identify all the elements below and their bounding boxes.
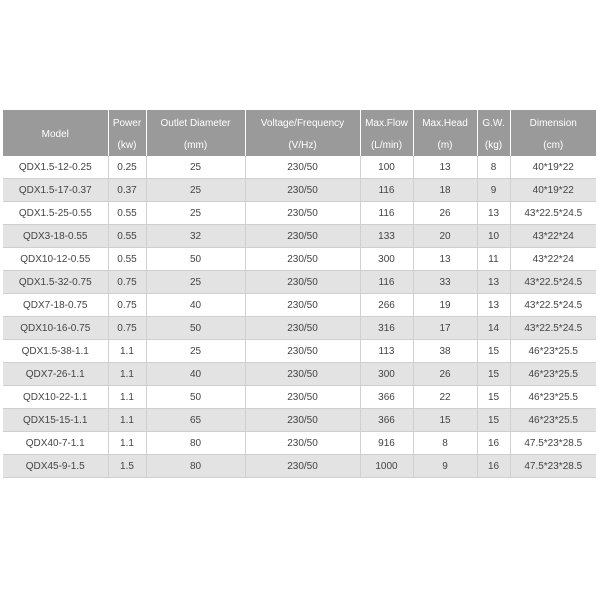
max-head-cell: 9: [413, 455, 477, 478]
outlet-diameter-cell: 25: [146, 156, 245, 179]
max-head-cell: 15: [413, 409, 477, 432]
table-row: [3, 179, 596, 202]
power-cell: 0.75: [108, 317, 146, 340]
header-model: Model: [3, 110, 108, 156]
header-outlet-unit: (mm): [146, 134, 245, 156]
max-head-cell: 17: [413, 317, 477, 340]
max-head-cell: 19: [413, 294, 477, 317]
dimension-cell: 46*23*25.5: [510, 409, 596, 432]
outlet-diameter-cell: 25: [146, 340, 245, 363]
header-row-1: [3, 110, 596, 134]
voltage-frequency-cell: 230/50: [245, 409, 360, 432]
table-row: [3, 248, 596, 271]
dimension-cell: 43*22*24: [510, 225, 596, 248]
voltage-frequency-cell: 230/50: [245, 248, 360, 271]
outlet-diameter-cell: 50: [146, 386, 245, 409]
model-cell: QDX1.5-32-0.75: [3, 271, 108, 294]
max-flow-cell: 316: [360, 317, 413, 340]
max-flow-cell: 916: [360, 432, 413, 455]
model-cell: QDX15-15-1.1: [3, 409, 108, 432]
model-cell: QDX1.5-38-1.1: [3, 340, 108, 363]
max-flow-cell: 1000: [360, 455, 413, 478]
max-head-cell: 22: [413, 386, 477, 409]
gross-weight-cell: 13: [477, 294, 510, 317]
table-row: [3, 386, 596, 409]
header-flow-unit: (L/min): [360, 134, 413, 156]
power-cell: 1.1: [108, 386, 146, 409]
dimension-cell: 46*23*25.5: [510, 363, 596, 386]
max-head-cell: 8: [413, 432, 477, 455]
table-row: [3, 455, 596, 478]
outlet-diameter-cell: 65: [146, 409, 245, 432]
dimension-cell: 43*22*24: [510, 248, 596, 271]
power-cell: 1.1: [108, 409, 146, 432]
table-row: [3, 294, 596, 317]
power-cell: 0.75: [108, 271, 146, 294]
header-max-flow: Max.Flow: [360, 110, 413, 134]
dimension-cell: 40*19*22: [510, 156, 596, 179]
table-row: [3, 409, 596, 432]
power-cell: 1.5: [108, 455, 146, 478]
max-head-cell: 38: [413, 340, 477, 363]
max-head-cell: 13: [413, 248, 477, 271]
header-head-unit: (m): [413, 134, 477, 156]
max-flow-cell: 266: [360, 294, 413, 317]
dimension-cell: 43*22.5*24.5: [510, 202, 596, 225]
max-head-cell: 33: [413, 271, 477, 294]
power-cell: 0.37: [108, 179, 146, 202]
dimension-cell: 43*22.5*24.5: [510, 271, 596, 294]
max-head-cell: 26: [413, 363, 477, 386]
gross-weight-cell: 13: [477, 271, 510, 294]
power-cell: 0.75: [108, 294, 146, 317]
voltage-frequency-cell: 230/50: [245, 179, 360, 202]
header-voltage-frequency: Voltage/Frequency: [245, 110, 360, 134]
outlet-diameter-cell: 80: [146, 455, 245, 478]
max-head-cell: 20: [413, 225, 477, 248]
model-cell: QDX7-26-1.1: [3, 363, 108, 386]
max-flow-cell: 116: [360, 271, 413, 294]
max-flow-cell: 116: [360, 202, 413, 225]
max-flow-cell: 116: [360, 179, 413, 202]
header-max-head: Max.Head: [413, 110, 477, 134]
outlet-diameter-cell: 50: [146, 317, 245, 340]
outlet-diameter-cell: 25: [146, 202, 245, 225]
dimension-cell: 47.5*23*28.5: [510, 432, 596, 455]
table-row: [3, 432, 596, 455]
table-row: [3, 363, 596, 386]
model-cell: QDX10-12-0.55: [3, 248, 108, 271]
max-flow-cell: 300: [360, 248, 413, 271]
voltage-frequency-cell: 230/50: [245, 225, 360, 248]
gross-weight-cell: 13: [477, 202, 510, 225]
gross-weight-cell: 16: [477, 455, 510, 478]
max-head-cell: 18: [413, 179, 477, 202]
table-row: [3, 156, 596, 179]
dimension-cell: 46*23*25.5: [510, 340, 596, 363]
model-cell: QDX3-18-0.55: [3, 225, 108, 248]
gross-weight-cell: 8: [477, 156, 510, 179]
table-row: [3, 202, 596, 225]
gross-weight-cell: 15: [477, 409, 510, 432]
outlet-diameter-cell: 32: [146, 225, 245, 248]
voltage-frequency-cell: 230/50: [245, 294, 360, 317]
max-flow-cell: 113: [360, 340, 413, 363]
model-cell: QDX45-9-1.5: [3, 455, 108, 478]
dimension-cell: 43*22.5*24.5: [510, 317, 596, 340]
voltage-frequency-cell: 230/50: [245, 386, 360, 409]
table-row: [3, 340, 596, 363]
max-flow-cell: 366: [360, 409, 413, 432]
dimension-cell: 47.5*23*28.5: [510, 455, 596, 478]
outlet-diameter-cell: 25: [146, 271, 245, 294]
max-head-cell: 26: [413, 202, 477, 225]
model-cell: QDX7-18-0.75: [3, 294, 108, 317]
gross-weight-cell: 14: [477, 317, 510, 340]
model-cell: QDX1.5-17-0.37: [3, 179, 108, 202]
power-cell: 1.1: [108, 363, 146, 386]
header-power: Power: [108, 110, 146, 134]
voltage-frequency-cell: 230/50: [245, 202, 360, 225]
power-cell: 0.55: [108, 225, 146, 248]
header-outlet-diameter: Outlet Diameter: [146, 110, 245, 134]
dimension-cell: 43*22.5*24.5: [510, 294, 596, 317]
outlet-diameter-cell: 80: [146, 432, 245, 455]
voltage-frequency-cell: 230/50: [245, 156, 360, 179]
header-gross-weight: G.W.: [477, 110, 510, 134]
model-cell: QDX40-7-1.1: [3, 432, 108, 455]
table-header: [3, 110, 596, 156]
outlet-diameter-cell: 40: [146, 363, 245, 386]
max-flow-cell: 366: [360, 386, 413, 409]
header-voltage-unit: (V/Hz): [245, 134, 360, 156]
max-flow-cell: 100: [360, 156, 413, 179]
voltage-frequency-cell: 230/50: [245, 455, 360, 478]
dimension-cell: 40*19*22: [510, 179, 596, 202]
model-cell: QDX1.5-12-0.25: [3, 156, 108, 179]
power-cell: 0.55: [108, 248, 146, 271]
gross-weight-cell: 15: [477, 386, 510, 409]
max-head-cell: 13: [413, 156, 477, 179]
header-power-unit: (kw): [108, 134, 146, 156]
voltage-frequency-cell: 230/50: [245, 317, 360, 340]
header-dimension-unit: (cm): [510, 134, 596, 156]
gross-weight-cell: 11: [477, 248, 510, 271]
gross-weight-cell: 10: [477, 225, 510, 248]
voltage-frequency-cell: 230/50: [245, 340, 360, 363]
max-flow-cell: 300: [360, 363, 413, 386]
dimension-cell: 46*23*25.5: [510, 386, 596, 409]
model-cell: QDX10-22-1.1: [3, 386, 108, 409]
outlet-diameter-cell: 25: [146, 179, 245, 202]
header-gw-unit: (kg): [477, 134, 510, 156]
pump-spec-table: [3, 110, 596, 478]
power-cell: 1.1: [108, 432, 146, 455]
outlet-diameter-cell: 50: [146, 248, 245, 271]
table-row: [3, 271, 596, 294]
header-dimension: Dimension: [510, 110, 596, 134]
voltage-frequency-cell: 230/50: [245, 271, 360, 294]
table-body: [3, 156, 596, 478]
gross-weight-cell: 15: [477, 340, 510, 363]
model-cell: QDX1.5-25-0.55: [3, 202, 108, 225]
outlet-diameter-cell: 40: [146, 294, 245, 317]
max-flow-cell: 133: [360, 225, 413, 248]
power-cell: 0.55: [108, 202, 146, 225]
gross-weight-cell: 9: [477, 179, 510, 202]
table-row: [3, 317, 596, 340]
gross-weight-cell: 15: [477, 363, 510, 386]
power-cell: 1.1: [108, 340, 146, 363]
model-cell: QDX10-16-0.75: [3, 317, 108, 340]
table-row: [3, 225, 596, 248]
voltage-frequency-cell: 230/50: [245, 363, 360, 386]
power-cell: 0.25: [108, 156, 146, 179]
voltage-frequency-cell: 230/50: [245, 432, 360, 455]
gross-weight-cell: 16: [477, 432, 510, 455]
